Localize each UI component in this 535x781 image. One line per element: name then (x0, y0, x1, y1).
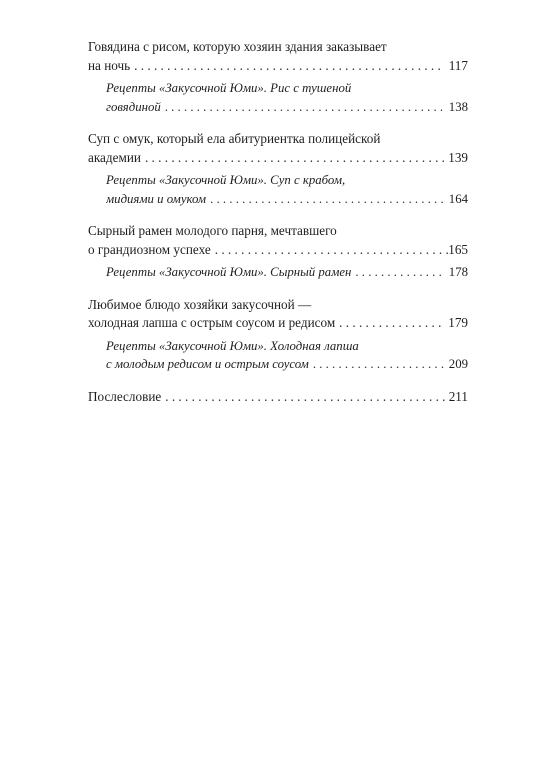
toc-entry-title-line: Послесловие (88, 388, 162, 404)
dot-leader (313, 355, 445, 374)
toc-recipe-entry[interactable] (106, 79, 468, 116)
toc-recipe-title-line: Рецепты «Закусочной Юми». Рис с тушеной (106, 81, 352, 95)
toc-recipe-title-line: говядиной (106, 99, 161, 114)
toc-recipe-title-line: мидиями и омуком (106, 191, 207, 206)
toc-chapter (88, 38, 468, 116)
dot-leader (145, 149, 444, 168)
toc-afterword (88, 388, 468, 407)
dot-leader (355, 263, 444, 282)
toc-page-number: 138 (448, 99, 468, 114)
toc-page-number: 209 (448, 357, 468, 371)
toc-page-number: 178 (448, 265, 468, 279)
toc-entry-title-line: Сырный рамен молодого парня, мечтавшего (88, 223, 337, 238)
toc-entry-title-line: Любимое блюдо хозяйки закусочной — (88, 296, 312, 312)
toc-page-number: 211 (448, 388, 468, 404)
toc-recipe-entry[interactable] (106, 337, 468, 374)
toc-entry[interactable] (88, 130, 468, 167)
toc-page-number: 165 (448, 241, 468, 257)
toc-chapter (88, 296, 468, 374)
toc-recipe-entry[interactable] (106, 263, 468, 282)
toc-page-number: 117 (448, 57, 468, 73)
toc-page-number: 164 (448, 191, 468, 206)
toc-entry[interactable] (88, 38, 468, 75)
toc-entry-title-line: о грандиозном успехе (88, 241, 211, 257)
toc-page-number: 179 (448, 315, 468, 330)
toc-recipe-title-line: Рецепты «Закусочной Юми». Холодная лапша (106, 338, 359, 353)
toc-entry-title-line: Суп с омук, который ела абитуриентка полицейской (88, 131, 381, 146)
toc-entry[interactable] (88, 222, 468, 259)
dot-leader (165, 98, 445, 117)
toc-recipe-title-line: Рецепты «Закусочной Юми». Сырный рамен (106, 265, 352, 279)
table-of-contents (88, 38, 468, 420)
toc-recipe-entry[interactable] (106, 171, 468, 208)
toc-entry-title-line: на ночь (88, 57, 131, 73)
dot-leader (165, 388, 444, 407)
toc-chapter (88, 222, 468, 282)
toc-recipe-title-line: Рецепты «Закусочной Юми». Суп с крабом, (106, 173, 346, 187)
dot-leader (339, 314, 444, 333)
dot-leader (210, 190, 445, 209)
toc-recipe-title-line: с молодым редисом и острым соусом (106, 357, 309, 371)
dot-leader (215, 241, 449, 260)
dot-leader (134, 57, 445, 76)
toc-entry[interactable] (88, 296, 468, 333)
toc-entry-title-line: холодная лапша с острым соусом и редисом (88, 315, 336, 330)
toc-entry[interactable] (88, 388, 468, 407)
toc-entry-title-line: академии (88, 149, 141, 165)
toc-chapter (88, 130, 468, 208)
toc-entry-title-line: Говядина с рисом, которую хозяин здания заказывает (88, 39, 387, 54)
toc-page-number: 139 (448, 149, 468, 165)
